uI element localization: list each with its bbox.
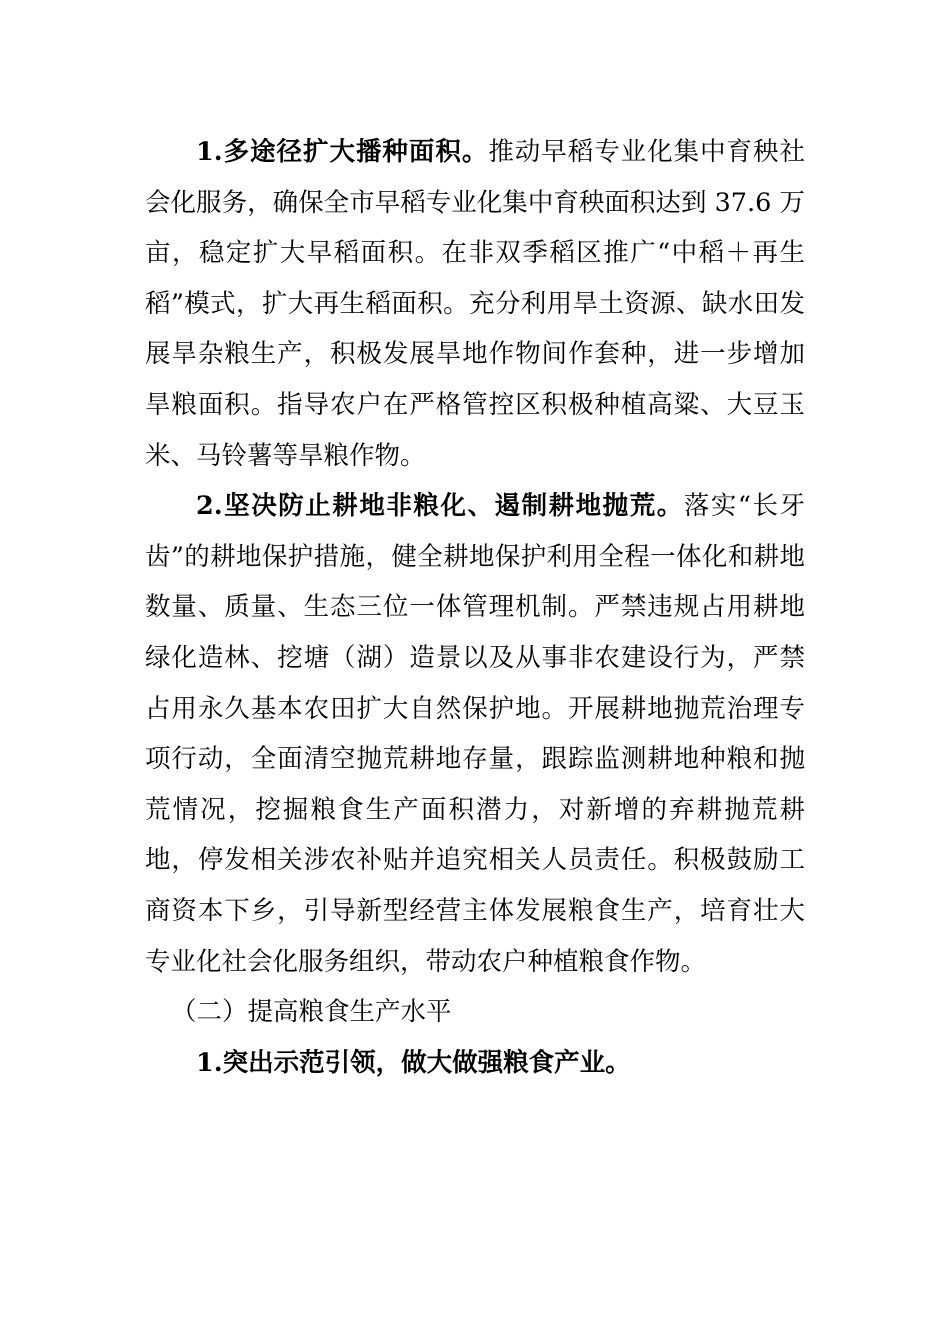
paragraph-farmland-protection <box>145 481 805 987</box>
section-heading: （二）提高粮食生产水平 <box>171 997 452 1028</box>
paragraph-lead: 2.坚决防止耕地非粮化、遏制耕地抛荒。 <box>196 491 684 522</box>
document-page <box>145 127 805 1088</box>
paragraph-body: 推动早稻专业化集中育秧社会化服务，确保全市早稻专业化集中育秧面积达到 37.6 万亩，稳定扩大早稻面积。在非双季稻区推广“中稻＋再生稻”模式，扩大再生稻面积。充分利用旱土资源、缺水田发展旱杂粮生产，积极发展旱地作物间作套种，进一步增加旱粮面积。指导农户在严格管控区积极种植高粱、大豆玉米、马铃薯等旱粮作物。 <box>145 137 805 471</box>
paragraph-expand-sowing-area <box>145 127 805 481</box>
paragraph-body: 落实“长牙齿”的耕地保护措施，健全耕地保护利用全程一体化和耕地数量、质量、生态三位一体管理机制。严禁违规占用耕地绿化造林、挖塘（湖）造景以及从事非农建设行为，严禁占用永久基本农田扩大自然保护地。开展耕地抛荒治理专项行动，全面清空抛荒耕地存量，跟踪监测耕地种粮和抛荒情况，挖掘粮食生产面积潜力，对新增的弃耕抛荒耕地，停发相关涉农补贴并追究相关人员责任。积极鼓励工商资本下乡，引导新型经营主体发展粮食生产，培育壮大专业化社会化服务组织，带动农户种植粮食作物。 <box>145 491 805 977</box>
subheading-demonstration: 1.突出示范引领，做大做强粮食产业。 <box>196 1047 631 1078</box>
paragraph-lead: 1.多途径扩大播种面积。 <box>196 137 489 167</box>
